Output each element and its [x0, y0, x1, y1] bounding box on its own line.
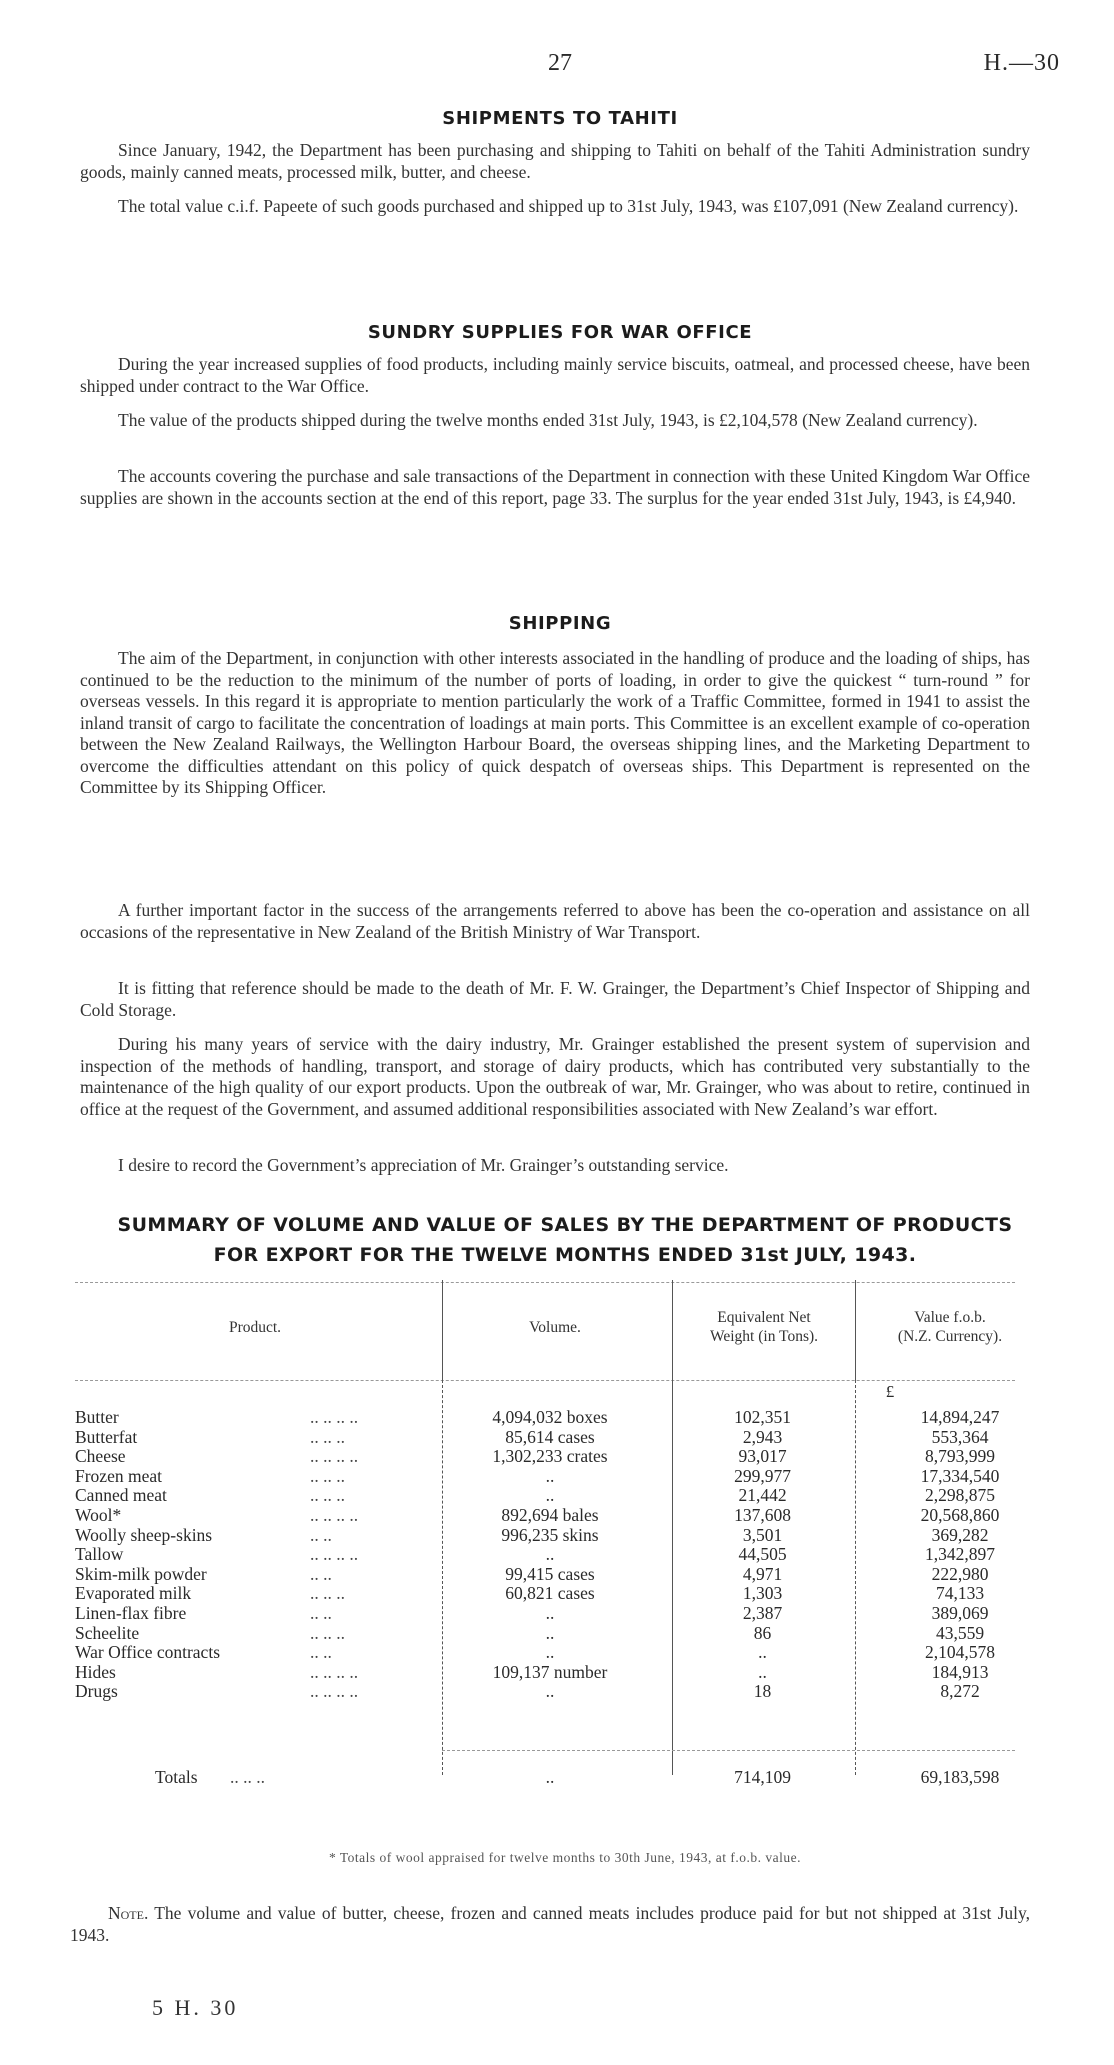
- value-cell: 8,272: [940, 1681, 980, 1702]
- value-cell: 222,980: [931, 1563, 989, 1584]
- section-heading-shipping: SHIPPING: [508, 613, 612, 634]
- note-text: The volume and value of butter, cheese, frozen and canned meats includes produce paid for but not shipped at 31st July, 1943.: [70, 1903, 1031, 1945]
- value-cell: 553,364: [931, 1426, 989, 1447]
- paragraph: A further important factor in the success of the arrangements referred to above has been the co-operation and assistance on all occasions of the representative in New Zealand of the British Ministry of War Transport.: [80, 900, 1030, 942]
- sales-summary-table: [70, 1280, 1020, 1790]
- note-paragraph: [70, 1902, 1030, 1946]
- summary-title-line1: SUMMARY OF VOLUME AND VALUE OF SALES BY THE DEPARTMENT OF PRODUCTS: [117, 1214, 1013, 1236]
- volume-cell: ..: [545, 1622, 555, 1643]
- column-header-volume: Volume.: [529, 1319, 581, 1336]
- column-header-value: Value f.o.b. (N.Z. Currency).: [897, 1309, 1003, 1345]
- paragraph: I desire to record the Government’s appreciation of Mr. Grainger’s outstanding service.: [118, 1155, 729, 1175]
- volume-cell: 4,094,032 boxes: [492, 1407, 608, 1427]
- product-cell: Woolly sheep-skins: [75, 1525, 213, 1545]
- product-cell: Butterfat: [75, 1427, 138, 1447]
- paragraph: The aim of the Department, in conjunction with other interests associated in the handling of produce and the loading of ships, has continued to be the reduction to the minimum of the number of ports of loading, in order to give the quickest “ turn-round ” for overseas vessels. In this regard it is appropriate to mention particularly the work of a Traffic Committee, formed in 1941 to assist the inland transit of cargo to facilitate the concentration of loadings at main ports. This Committee is an excellent example of co-operation between the New Zealand Railways, the Wellington Harbour Board, the overseas shipping lines, and the Marketing Department to overcome the difficulties attendant on this policy of quick despatch of overseas ships. This Department is represented on the Committee by its Shipping Officer.: [80, 648, 1030, 797]
- table-row: [70, 1506, 1020, 1525]
- value-cell: 2,298,875: [925, 1485, 995, 1506]
- volume-cell: 109,137 number: [492, 1661, 608, 1682]
- table-row: [70, 1428, 1020, 1447]
- product-cell: Wool*: [75, 1506, 122, 1525]
- row-leader: .. .. ..: [310, 1583, 345, 1604]
- product-cell: Drugs: [75, 1682, 118, 1702]
- currency-symbol: £: [885, 1382, 895, 1401]
- table-footnote: * Totals of wool appraised for twelve months to 30th June, 1943, at f.o.b. value.: [329, 1850, 801, 1865]
- volume-cell: 60,821 cases: [505, 1583, 595, 1604]
- column-divider: [855, 1280, 856, 1380]
- weight-cell: 3,501: [742, 1524, 783, 1545]
- table-top-rule: [75, 1282, 1015, 1283]
- product-cell: Hides: [75, 1662, 116, 1682]
- product-cell: Frozen meat: [75, 1466, 162, 1486]
- row-leader: .. ..: [310, 1563, 332, 1584]
- table-row: [70, 1467, 1020, 1486]
- table-row: [70, 1682, 1020, 1701]
- value-cell: 2,104,578: [925, 1642, 995, 1663]
- row-leader: .. ..: [310, 1603, 332, 1623]
- table-row: [70, 1604, 1020, 1623]
- table-row: [70, 1408, 1020, 1427]
- totals-value: 69,183,598: [920, 1767, 1000, 1787]
- weight-cell: 21,442: [738, 1485, 787, 1506]
- product-cell: Cheese: [75, 1447, 126, 1467]
- row-leader: .. .. .. ..: [310, 1661, 359, 1682]
- paragraph: During the year increased supplies of food products, including mainly service biscuits, oatmeal, and processed cheese, have been shipped under contract to the War Office.: [80, 354, 1030, 396]
- product-cell: Linen-flax fibre: [75, 1604, 187, 1623]
- row-leader: .. .. .. ..: [310, 1544, 359, 1565]
- volume-cell: ..: [545, 1544, 555, 1565]
- volume-cell: ..: [545, 1485, 555, 1506]
- column-divider: [442, 1280, 443, 1380]
- value-cell: 17,334,540: [920, 1465, 1000, 1486]
- summary-title: [70, 1210, 1060, 1270]
- document-reference: H.—30: [983, 50, 1060, 76]
- column-header-product: Product.: [228, 1319, 282, 1336]
- paragraph: The total value c.i.f. Papeete of such goods purchased and shipped up to 31st July, 1943, was £107,091 (New Zealand currency).: [118, 196, 1019, 216]
- product-cell: Evaporated milk: [75, 1584, 192, 1604]
- product-cell: Canned meat: [75, 1486, 167, 1506]
- weight-cell: ..: [758, 1661, 767, 1682]
- row-leader: .. .. ..: [310, 1426, 345, 1447]
- totals-row: [70, 1767, 1020, 1787]
- value-cell: 369,282: [931, 1524, 989, 1545]
- product-cell: Skim-milk powder: [75, 1564, 207, 1584]
- note-label: Note.: [108, 1903, 149, 1923]
- volume-cell: 99,415 cases: [505, 1563, 595, 1584]
- volume-cell: ..: [545, 1603, 555, 1623]
- volume-cell: 892,694 bales: [501, 1505, 599, 1525]
- paragraph: It is fitting that reference should be made to the death of Mr. F. W. Grainger, the Department’s Chief Inspector of Shipping and Cold Storage.: [80, 978, 1030, 1020]
- value-cell: 14,894,247: [920, 1407, 1000, 1427]
- paragraph: Since January, 1942, the Department has been purchasing and shipping to Tahiti on behalf of the Tahiti Administration sundry goods, mainly canned meats, processed milk, butter, and cheese.: [80, 140, 1030, 182]
- table-row: [70, 1486, 1020, 1505]
- section-heading-war-office: SUNDRY SUPPLIES FOR WAR OFFICE: [367, 322, 753, 343]
- volume-cell: 85,614 cases: [505, 1426, 595, 1447]
- weight-cell: 2,943: [742, 1426, 783, 1447]
- weight-cell: 18: [753, 1681, 772, 1702]
- column-divider: [672, 1280, 673, 1380]
- row-leader: .. .. ..: [310, 1622, 345, 1643]
- weight-cell: 44,505: [738, 1544, 787, 1565]
- table-row: [70, 1584, 1020, 1603]
- value-cell: 184,913: [931, 1661, 989, 1682]
- totals-label: Totals: [155, 1767, 198, 1787]
- weight-cell: 102,351: [734, 1407, 791, 1427]
- volume-cell: ..: [545, 1642, 555, 1663]
- summary-title-line2: FOR EXPORT FOR THE TWELVE MONTHS ENDED 31st JULY, 1943.: [213, 1244, 917, 1266]
- header-rule: [75, 1380, 1015, 1381]
- totals-volume: ..: [545, 1767, 555, 1787]
- paragraph: The accounts covering the purchase and sale transactions of the Department in connection with these United Kingdom War Office supplies are shown in the accounts section at the end of this report, page 33. The surplus for the year ended 31st July, 1943, is £4,940.: [80, 466, 1030, 508]
- row-leader: .. ..: [310, 1524, 332, 1545]
- weight-cell: 93,017: [738, 1446, 787, 1467]
- row-leader: .. .. ..: [310, 1485, 345, 1506]
- page-number: 27: [548, 50, 572, 76]
- product-cell: Scheelite: [75, 1623, 140, 1643]
- table-row: [70, 1565, 1020, 1584]
- product-cell: War Office contracts: [75, 1643, 220, 1663]
- table-row: [70, 1545, 1020, 1564]
- value-cell: 389,069: [931, 1603, 989, 1623]
- volume-cell: 996,235 skins: [501, 1524, 599, 1545]
- volume-cell: ..: [545, 1681, 555, 1702]
- weight-cell: 4,971: [742, 1563, 783, 1584]
- value-cell: 74,133: [935, 1583, 985, 1604]
- weight-cell: ..: [758, 1642, 767, 1663]
- totals-weight: 714,109: [734, 1767, 791, 1787]
- value-cell: 43,559: [935, 1622, 985, 1643]
- volume-cell: ..: [545, 1465, 555, 1486]
- value-cell: 8,793,999: [925, 1446, 995, 1467]
- table-row: [70, 1624, 1020, 1643]
- row-leader: .. .. .. ..: [310, 1505, 359, 1525]
- product-cell: Tallow: [75, 1545, 124, 1565]
- row-leader: .. .. .. ..: [310, 1407, 359, 1427]
- paragraph: During his many years of service with the dairy industry, Mr. Grainger established the present system of supervision and inspection of the methods of handling, transport, and storage of dairy products, which has contributed very substantially to the maintenance of the high quality of our export products. Upon the outbreak of war, Mr. Grainger, who was about to retire, continued in office at the request of the Government, and assumed additional responsibilities associated with New Zealand’s war effort.: [80, 1034, 1030, 1119]
- product-cell: Butter: [75, 1408, 119, 1427]
- value-cell: 20,568,860: [920, 1505, 1000, 1525]
- weight-cell: 299,977: [734, 1465, 791, 1486]
- table-row: [70, 1447, 1020, 1466]
- row-leader: .. .. .. ..: [310, 1681, 359, 1702]
- weight-cell: 2,387: [742, 1603, 783, 1623]
- row-leader: .. ..: [310, 1642, 332, 1663]
- section-heading-tahiti: SHIPMENTS TO TAHITI: [442, 108, 678, 129]
- weight-cell: 86: [753, 1622, 772, 1643]
- weight-cell: 137,608: [734, 1505, 791, 1525]
- weight-cell: 1,303: [742, 1583, 783, 1604]
- table-row: [70, 1643, 1020, 1662]
- totals-rule: [442, 1750, 1015, 1751]
- row-leader: .. .. ..: [310, 1465, 345, 1486]
- table-row: [70, 1526, 1020, 1545]
- value-cell: 1,342,897: [925, 1544, 995, 1565]
- row-leader: .. .. .. ..: [310, 1446, 359, 1467]
- bottom-reference: 5 H. 30: [152, 1995, 239, 2020]
- column-header-weight: Equivalent Net Weight (in Tons).: [709, 1309, 819, 1345]
- volume-cell: 1,302,233 crates: [492, 1446, 608, 1467]
- totals-leader: .. .. ..: [230, 1767, 265, 1787]
- paragraph: The value of the products shipped during the twelve months ended 31st July, 1943, is £2,104,578 (New Zealand currency).: [118, 410, 978, 430]
- table-row: [70, 1663, 1020, 1682]
